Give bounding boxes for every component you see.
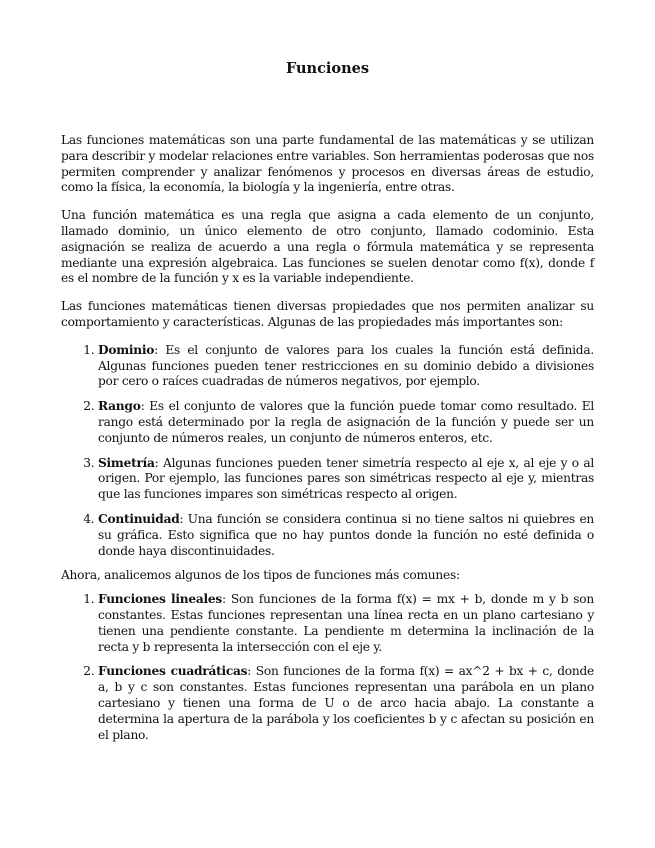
list-item-term: Dominio xyxy=(98,342,155,357)
list-item-term: Funciones lineales xyxy=(98,592,222,607)
list-item-text: : Una función se considera continua si no tiene saltos ni quiebres en su gráfica. Esto significa que no hay puntos donde la función no esté definida o donde haya discontinuidades. xyxy=(98,511,594,558)
function-types-list xyxy=(61,592,594,743)
list-item-text: : Es el conjunto de valores que la función puede tomar como resultado. El rango está determinado por la regla de asignación de la función y puede ser un conjunto de números reales, un conjunto de números enteros, etc. xyxy=(98,399,594,445)
paragraph-intro: Las funciones matemáticas son una parte fundamental de las matemáticas y se utilizan para describir y modelar relaciones entre variables. Son herramientas poderosas que nos permiten comprender y analizar fenómenos y procesos en diversas áreas de estudio, como la física, la economía, la biología y la ingeniería, entre otras. xyxy=(61,133,594,195)
list-item-term: Funciones cuadráticas xyxy=(98,664,248,679)
list-item xyxy=(98,512,594,559)
list-item-term: Continuidad xyxy=(98,511,180,526)
list-item xyxy=(98,456,594,503)
paragraph-properties-intro: Las funciones matemáticas tienen diversas propiedades que nos permiten analizar su comportamiento y características. Algunas de las propiedades más importantes son: xyxy=(61,299,594,329)
paragraph-types-intro: Ahora, analicemos algunos de los tipos de funciones más comunes: xyxy=(61,568,460,583)
list-item-text: : Son funciones de la forma f(x) = ax^2 + bx + c, donde a, b y c son constantes. Estas funciones representan una parábola en un plano cartesiano y tienen una forma de U o de arco hacia abajo. La constante a determina la apertura de la parábola y los coeficientes b y c afectan su posición en el plano. xyxy=(98,664,594,742)
list-item-text: : Es el conjunto de valores para los cuales la función está definida. Algunas funciones pueden tener restricciones en su dominio debido a divisiones por cero o raíces cuadradas de números negativos, por ejemplo. xyxy=(98,342,594,389)
list-item xyxy=(98,592,594,655)
document-title: Funciones xyxy=(285,60,370,77)
list-item-term: Simetría xyxy=(98,455,155,470)
list-item-text: : Algunas funciones pueden tener simetría respecto al eje x, al eje y o al origen. Por ejemplo, las funciones pares son simétricas respecto al eje y, mientras que las funciones impares son simétricas respecto al origen. xyxy=(98,455,594,502)
list-item xyxy=(98,399,594,446)
list-item-term: Rango xyxy=(98,399,141,414)
paragraph-definition: Una función matemática es una regla que asigna a cada elemento de un conjunto, llamado dominio, un único elemento de otro conjunto, llamado codominio. Esta asignación se realiza de acuerdo a una regla o fórmula matemática y se representa mediante una expresión algebraica. Las funciones se suelen denotar como f(x), donde f es el nombre de la función y x es la variable independiente. xyxy=(61,208,594,286)
list-item xyxy=(98,343,594,390)
list-item xyxy=(98,664,594,743)
properties-list xyxy=(61,343,594,560)
list-item-text: : Son funciones de la forma f(x) = mx + b, donde m y b son constantes. Estas funciones representan una línea recta en un plano cartesiano y tienen una pendiente constante. La pendiente m determina la inclinación de la recta y b representa la intersección con el eje y. xyxy=(98,592,594,654)
